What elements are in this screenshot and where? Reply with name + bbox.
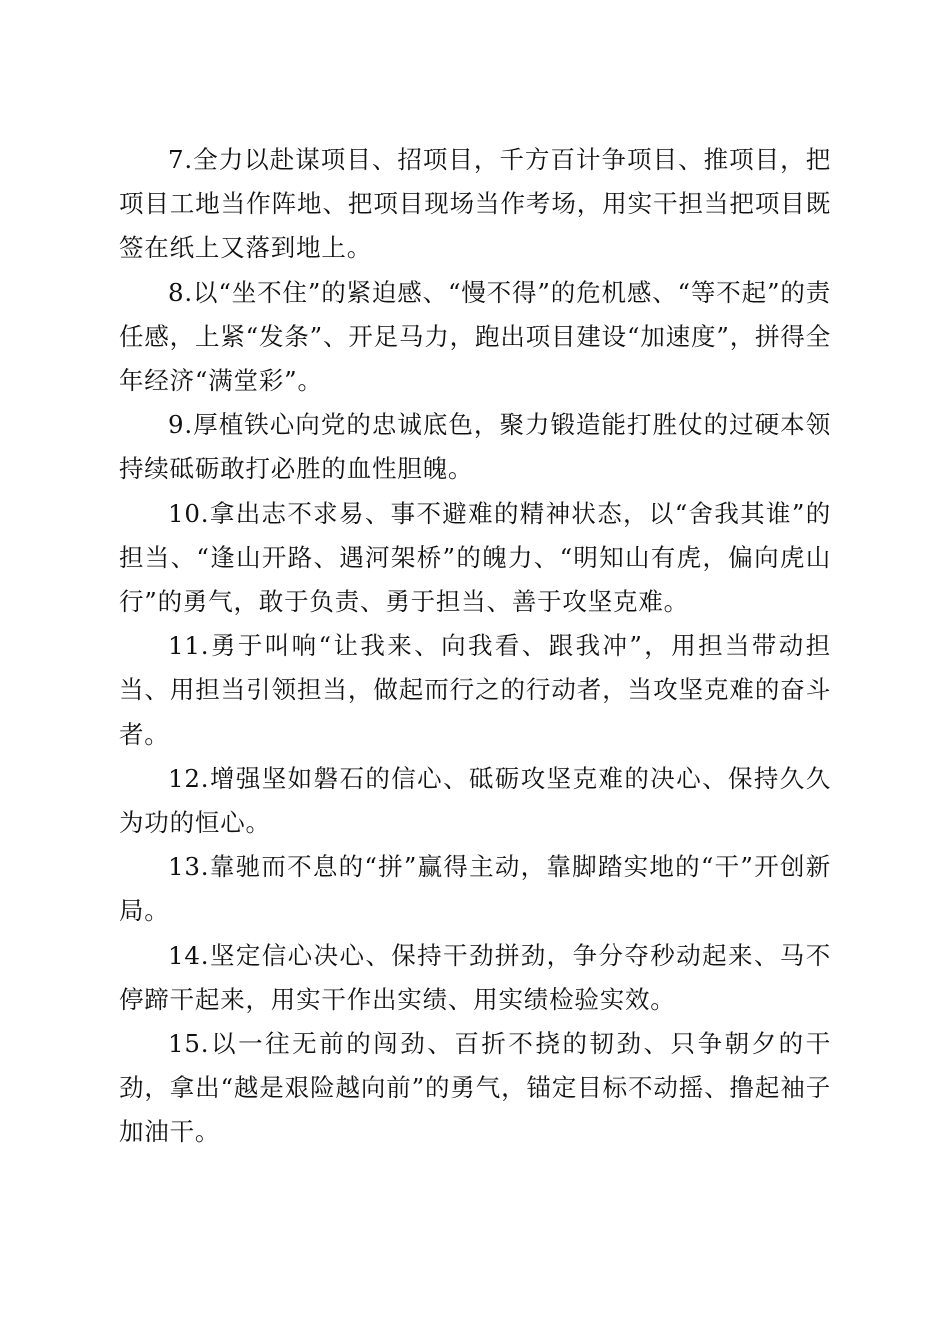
paragraph-9: 9.厚植铁心向党的忠诚底色，聚力锻造能打胜仗的过硬本领持续砥砺敢打必胜的血性胆魄。 — [119, 410, 831, 484]
paragraph-12: 12.增强坚如磐石的信心、砥砺攻坚克难的决心、保持久久为功的恒心。 — [119, 763, 831, 838]
paragraph-11: 11.勇于叫响“让我来、向我看、跟我冲”，用担当带动担当、用担当引领担当，做起而行之的行动者，当攻坚克难的奋斗者。 — [119, 631, 831, 749]
paragraph-10: 10.拿出志不求易、事不避难的精神状态，以“舍我其谁”的担当、“逢山开路、遇河架桥”的魄力、“明知山有虎，偏向虎山行”的勇气，敢于负责、勇于担当、善于攻坚克难。 — [119, 498, 831, 617]
paragraph-15: 15.以一往无前的闯劲、百折不挠的韧劲、只争朝夕的干劲，拿出“越是艰险越向前”的勇气，锚定目标不动摇、撸起袖子加油干。 — [119, 1029, 831, 1147]
paragraph-8: 8.以“坐不住”的紧迫感、“慢不得”的危机感、“等不起”的责任感，上紧“发条”、开足马力，跑出项目建设“加速度”，拼得全年经济“满堂彩”。 — [119, 277, 831, 396]
document-body — [119, 138, 831, 1155]
paragraph-13: 13.靠驰而不息的“拼”赢得主动，靠脚踏实地的“干”开创新局。 — [119, 852, 831, 926]
paragraph-14: 14.坚定信心决心、保持干劲拼劲，争分夺秒动起来、马不停蹄干起来，用实干作出实绩、用实绩检验实效。 — [119, 940, 831, 1014]
paragraph-7: 7.全力以赴谋项目、招项目，千方百计争项目、推项目，把项目工地当作阵地、把项目现场当作考场，用实干担当把项目既签在纸上又落到地上。 — [119, 145, 831, 263]
